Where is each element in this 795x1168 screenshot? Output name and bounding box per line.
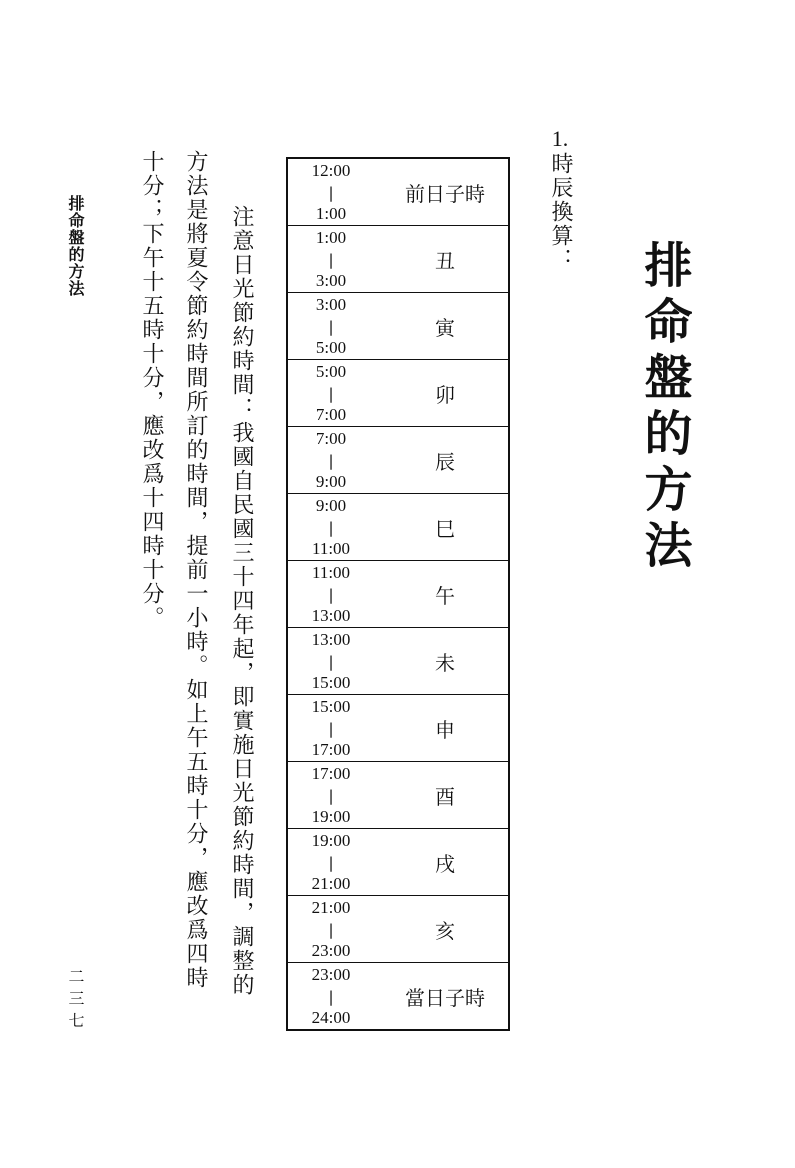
time-start: 7:00 [315,429,347,448]
table-row [288,159,508,226]
earthly-branch-hour: 巳 [435,516,455,541]
time-start: 11:00 [311,563,351,582]
time-separator: | [328,987,334,1006]
time-range [288,159,374,225]
time-end: 13:00 [311,606,351,625]
time-separator: | [328,719,334,738]
time-end: 17:00 [311,740,351,759]
time-start: 17:00 [311,764,351,783]
section-label: 時辰換算： [548,152,573,272]
time-range [288,561,374,627]
time-separator: | [328,384,334,403]
table-row [288,762,508,829]
table-row [288,427,508,494]
earthly-branch-hour: 戌 [435,851,455,876]
time-separator: | [328,853,334,872]
page-number: 二三七 [66,968,85,1034]
earthly-branch-hour: 申 [435,717,455,742]
table-row [288,628,508,695]
earthly-branch-hour: 未 [435,650,455,675]
time-start: 3:00 [315,295,347,314]
time-range [288,494,374,560]
section-number: 1. [551,126,569,151]
earthly-branch-hour: 前日子時 [405,181,485,206]
table-row [288,695,508,762]
time-separator: | [328,585,334,604]
time-range [288,963,374,1029]
earthly-branch-hour: 卯 [435,382,455,407]
time-separator: | [328,652,334,671]
time-separator: | [328,920,334,939]
time-separator: | [328,786,334,805]
table-row [288,963,508,1029]
earthly-branch-hour: 寅 [435,315,455,340]
time-separator: | [328,451,334,470]
running-head: 排命盤的方法 [66,195,85,297]
time-end: 21:00 [311,874,351,893]
time-end: 24:00 [311,1008,351,1027]
time-range [288,695,374,761]
table-row [288,561,508,628]
time-end: 9:00 [315,472,347,491]
time-end: 15:00 [311,673,351,692]
earthly-branch-hour: 丑 [435,248,455,273]
time-start: 5:00 [315,362,347,381]
time-start: 21:00 [311,898,351,917]
page-title: 排命盤的方法 [636,240,692,576]
table-row [288,494,508,561]
time-start: 23:00 [311,965,351,984]
earthly-branch-hour: 辰 [435,449,455,474]
time-separator: | [328,317,334,336]
time-separator: | [328,183,334,202]
hour-conversion-table [286,157,510,1031]
time-start: 12:00 [311,161,351,180]
time-start: 13:00 [311,630,351,649]
time-range [288,829,374,895]
time-end: 23:00 [311,941,351,960]
earthly-branch-hour: 午 [435,583,455,608]
time-start: 15:00 [311,697,351,716]
time-end: 5:00 [315,338,347,357]
time-end: 3:00 [315,271,347,290]
time-end: 7:00 [315,405,347,424]
time-range [288,360,374,426]
time-range [288,896,374,962]
time-start: 1:00 [315,228,347,247]
note-line: 十分；下午十五時十分，應改爲十四時十分。 [139,150,164,630]
time-range [288,628,374,694]
time-end: 1:00 [315,204,347,223]
earthly-branch-hour: 酉 [435,784,455,809]
time-range [288,762,374,828]
table-row [288,360,508,427]
earthly-branch-hour: 亥 [435,918,455,943]
table-row [288,293,508,360]
note-line: 方法是將夏令節約時間所訂的時間，提前一小時。如上午五時十分，應改爲四時 [183,150,208,990]
earthly-branch-hour: 當日子時 [405,985,485,1010]
note-line: 注意日光節約時間：我國自民國三十四年起，即實施日光節約時間，調整的 [229,205,254,997]
time-start: 9:00 [315,496,347,515]
time-end: 11:00 [311,539,351,558]
table-row [288,829,508,896]
time-range [288,226,374,292]
table-row [288,896,508,963]
time-range [288,427,374,493]
time-range [288,293,374,359]
time-separator: | [328,518,334,537]
time-end: 19:00 [311,807,351,826]
time-start: 19:00 [311,831,351,850]
table-row [288,226,508,293]
time-separator: | [328,250,334,269]
